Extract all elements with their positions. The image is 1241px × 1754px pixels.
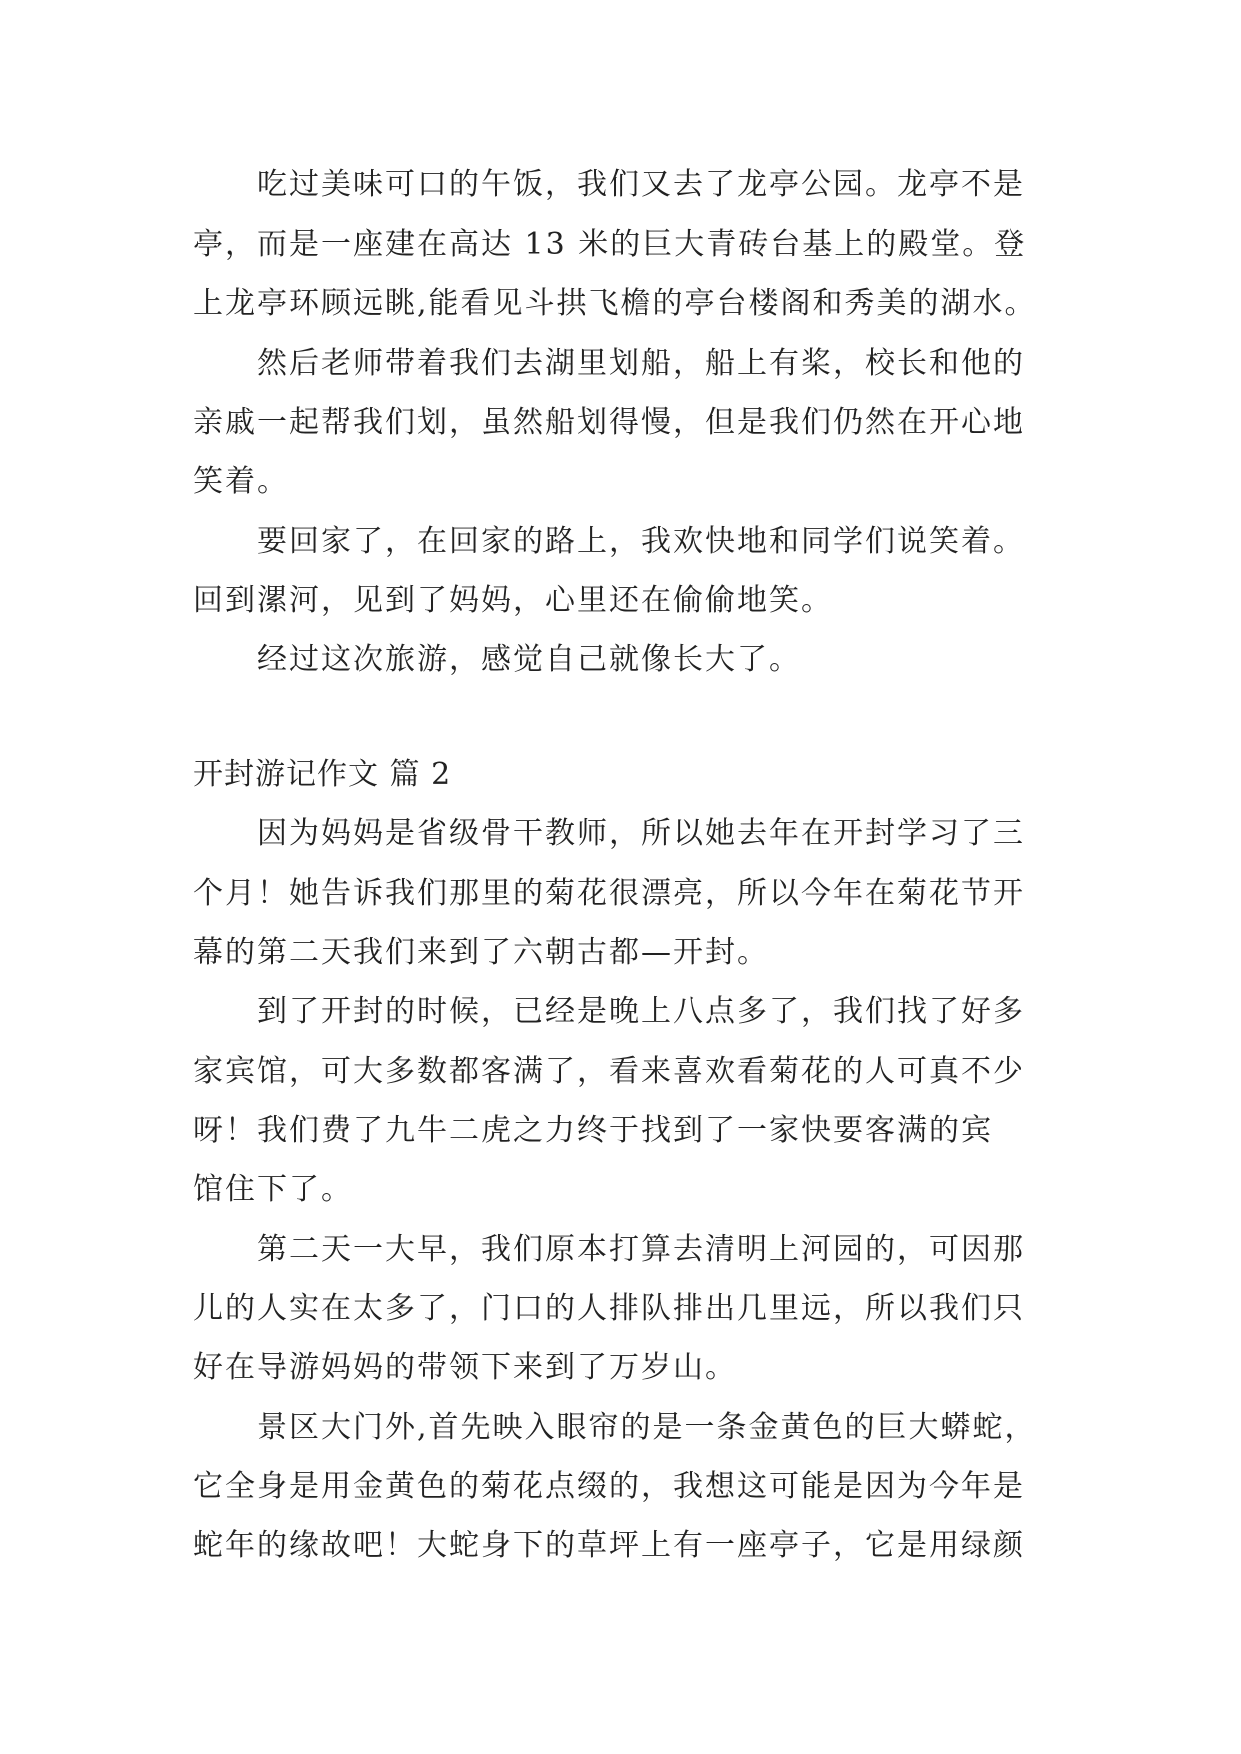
paragraph-line: 它全身是用金黄色的菊花点缀的，我想这可能是因为今年是 [193, 1469, 1025, 1504]
paragraph-line: 家宾馆，可大多数都客满了，看来喜欢看菊花的人可真不少 [193, 1054, 1025, 1089]
section-heading: 开封游记作文 篇 2 [193, 757, 452, 792]
paragraph-line: 到了开封的时候，已经是晚上八点多了，我们找了好多 [257, 994, 1025, 1029]
paragraph-line: 然后老师带着我们去湖里划船，船上有桨，校长和他的 [257, 346, 1025, 381]
paragraph-line: 幕的第二天我们来到了六朝古都—开封。 [193, 935, 769, 970]
paragraph-line: 儿的人实在太多了，门口的人排队排出几里远，所以我们只 [193, 1291, 1025, 1326]
paragraph-line: 蛇年的缘故吧！大蛇身下的草坪上有一座亭子，它是用绿颜 [193, 1528, 1025, 1563]
paragraph-line: 景区大门外,首先映入眼帘的是一条金黄色的巨大蟒蛇， [257, 1410, 1037, 1445]
paragraph-line: 好在导游妈妈的带领下来到了万岁山。 [193, 1350, 737, 1385]
paragraph-line: 回到漯河，见到了妈妈，心里还在偷偷地笑。 [193, 583, 833, 618]
paragraph-line: 经过这次旅游，感觉自己就像长大了。 [257, 642, 801, 677]
paragraph-line: 亭，而是一座建在高达 13 米的巨大青砖台基上的殿堂。登 [193, 227, 1027, 262]
paragraph-line: 个月！她告诉我们那里的菊花很漂亮，所以今年在菊花节开 [193, 876, 1025, 911]
paragraph-line: 馆住下了。 [193, 1172, 353, 1207]
paragraph-line: 呀！我们费了九牛二虎之力终于找到了一家快要客满的宾 [193, 1113, 993, 1148]
paragraph-line: 亲戚一起帮我们划，虽然船划得慢，但是我们仍然在开心地 [193, 405, 1025, 440]
paragraph-line: 吃过美味可口的午饭，我们又去了龙亭公园。龙亭不是 [257, 167, 1025, 202]
paragraph-line: 第二天一大早，我们原本打算去清明上河园的，可因那 [257, 1232, 1025, 1267]
paragraph-line: 笑着。 [193, 464, 289, 499]
paragraph-line: 要回家了，在回家的路上，我欢快地和同学们说笑着。 [257, 524, 1025, 559]
paragraph-line: 上龙亭环顾远眺,能看见斗拱飞檐的亭台楼阁和秀美的湖水。 [193, 286, 1037, 321]
paragraph-line: 因为妈妈是省级骨干教师，所以她去年在开封学习了三 [257, 816, 1025, 851]
